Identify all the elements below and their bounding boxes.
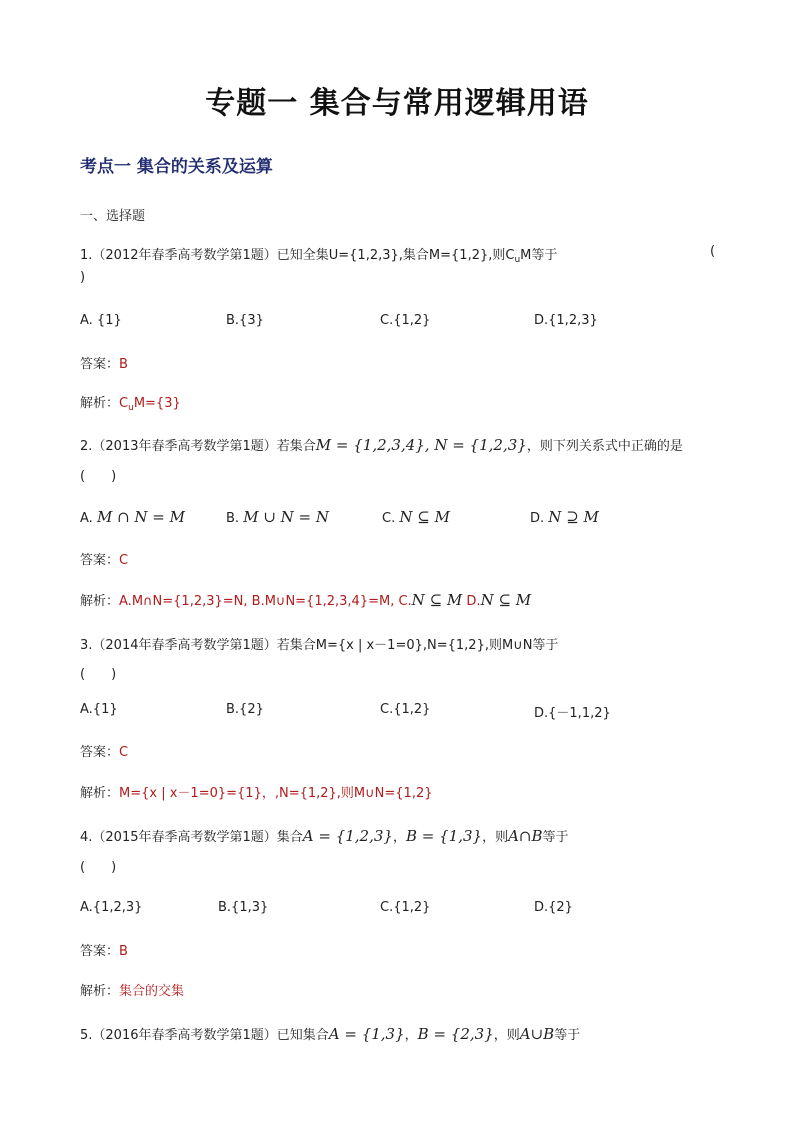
- question-1-stem: 1.（2012年春季高考数学第1题）已知全集U={1,2,3},集合M={1,2},则$C_uM$等于: [80, 248, 558, 265]
- question-3-answer: 答案：C: [80, 745, 129, 760]
- question-1-option-c: C.{1,2}: [380, 313, 431, 328]
- question-3-paren: ( ): [80, 667, 117, 682]
- question-1-paren-close: ): [80, 270, 86, 285]
- question-5-stem: 5.（2016年春季高考数学第1题）已知集合A = {1,3}，B = {2,3}，则A∪B等于: [80, 1025, 581, 1043]
- question-1-analysis: 解析：$C_uM=\{3\}$: [80, 396, 181, 413]
- question-4-analysis: 解析：集合的交集: [80, 984, 185, 999]
- question-4-option-a: A.{1,2,3}: [80, 900, 143, 915]
- question-2-analysis: 解析：A.M∩N={1,2,3}=N, B.M∪N={1,2,3,4}=M, C.N ⊆ M D.N ⊆ M: [80, 591, 532, 609]
- question-4-option-d: D.{2}: [534, 900, 573, 915]
- question-4-paren: ( ): [80, 860, 117, 875]
- question-1-option-a: A. {1}: [80, 313, 122, 328]
- question-2-option-a: A. M ∩ N = M: [80, 508, 185, 526]
- question-2-option-d: D. N ⊇ M: [530, 508, 599, 526]
- question-4-stem: 4.（2015年春季高考数学第1题）集合A = {1,2,3}，B = {1,3}，则A∩B等于: [80, 827, 569, 845]
- question-2-stem: 2.（2013年春季高考数学第1题）若集合M = {1,2,3,4}, N = {1,2,3}，则下列关系式中正确的是: [80, 436, 683, 454]
- question-3-stem: 3.（2014年春季高考数学第1题）若集合M={x | x－1=0},N={1,2},则M∪N等于: [80, 638, 559, 653]
- page-title: 专题一 集合与常用逻辑用语: [205, 86, 589, 121]
- question-1-option-d: D.{1,2,3}: [534, 313, 598, 328]
- question-1-paren-open: (: [710, 244, 716, 259]
- question-3-option-b: B.{2}: [226, 702, 264, 717]
- question-3-analysis: 解析：M={x | x－1=0}={1}，,N={1,2},则M∪N={1,2}: [80, 786, 433, 801]
- section-heading: 考点一 集合的关系及运算: [80, 157, 273, 177]
- question-3-option-c: C.{1,2}: [380, 702, 431, 717]
- question-2-option-c: C. N ⊆ M: [382, 508, 450, 526]
- question-4-option-c: C.{1,2}: [380, 900, 431, 915]
- question-2-paren: ( ): [80, 469, 117, 484]
- question-1-option-b: B.{3}: [226, 313, 264, 328]
- question-2-answer: 答案：C: [80, 553, 129, 568]
- question-2-option-b: B. M ∪ N = N: [226, 508, 330, 526]
- question-1-answer: 答案：B: [80, 357, 128, 372]
- question-3-option-d: D.{－1,1,2}: [534, 706, 611, 721]
- question-4-option-b: B.{1,3}: [218, 900, 269, 915]
- part-heading: 一、选择题: [80, 209, 146, 224]
- question-4-answer: 答案：B: [80, 944, 128, 959]
- question-3-option-a: A.{1}: [80, 702, 118, 717]
